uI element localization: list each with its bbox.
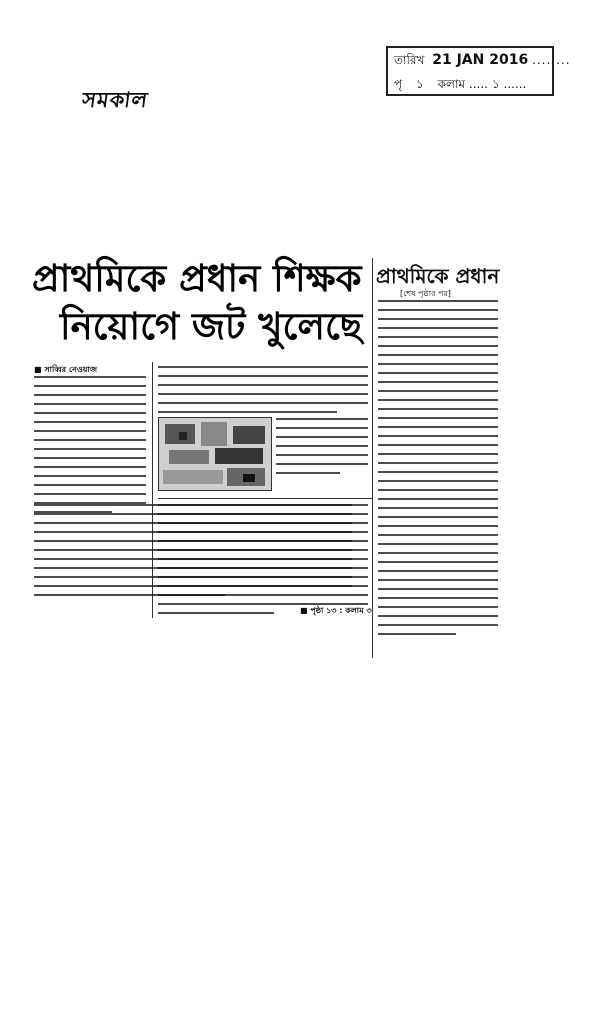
sidebar-column-text (378, 300, 498, 642)
date-stamp: তারিখ 21 JAN 2016 ........ পৃ ১ কলাম ..... ১ ...... (386, 46, 554, 96)
section-rule (158, 498, 372, 499)
continuation-note: ■ পৃষ্ঠা ১৩ : কলাম ৩ (300, 606, 372, 615)
stamp-column-value: ১ (491, 77, 500, 91)
stamp-date-label: তারিখ (394, 53, 425, 67)
article-column-1-top (34, 376, 146, 520)
sidebar-subhead: [শেষ পৃষ্ঠার পর] (400, 289, 451, 298)
article-column-2-lower (158, 504, 368, 621)
byline: ■ সাব্বির নেওয়াজ (34, 365, 97, 374)
article-photo (158, 417, 272, 491)
headline-line-2: নিয়োগে জট খুলেছে (60, 305, 363, 348)
headline-line-1: প্রাথমিকে প্রধান শিক্ষক (32, 257, 362, 300)
article-column-2-top (158, 366, 368, 420)
article-column-2-right (276, 418, 368, 481)
newspaper-name: সমকাল (80, 88, 150, 112)
stamp-column-label: কলাম (437, 77, 466, 91)
stamp-page-value: ১ (415, 77, 424, 91)
sidebar-headline: প্রাথমিকে প্রধান (376, 264, 500, 288)
photo-image (159, 418, 271, 490)
stamp-page-label: পৃ (394, 77, 403, 91)
stamp-date-value: 21 JAN 2016 (432, 52, 529, 68)
column-rule (372, 258, 373, 658)
